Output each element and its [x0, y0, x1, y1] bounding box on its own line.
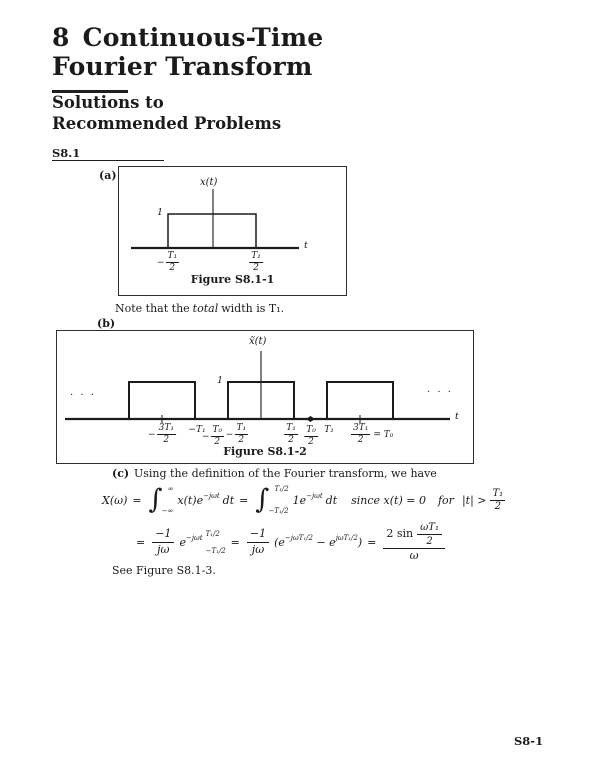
tick-t1-half	[284, 424, 298, 446]
integral-2-limits: T₁/2 −T₁/2	[268, 485, 289, 515]
ellipsis-left: . . .	[70, 387, 96, 398]
dt: dt	[325, 493, 338, 507]
since-clause: since x(t) = 0	[351, 493, 426, 507]
exponent: −jωt	[203, 491, 220, 500]
result-numerator	[383, 522, 445, 549]
integral-1	[149, 485, 176, 515]
tick-pos-t1-half	[249, 252, 263, 274]
exponent: −jωt	[185, 533, 203, 542]
integral-icon: ∫	[148, 483, 163, 515]
fraction-neg1-jw: $\frac{-1}{j\omega}$	[152, 528, 174, 556]
ellipsis-right: . . .	[427, 384, 453, 395]
integral-1-limits: ∞ −∞	[161, 485, 174, 515]
minus-sign: −	[148, 429, 156, 440]
fraction: $\frac{\text{T₁}}{2}$	[236, 423, 247, 445]
result-fraction	[383, 522, 445, 563]
equals-sign: =	[132, 493, 142, 507]
equation-1	[102, 483, 505, 517]
tick-neg-3t1-half	[148, 424, 176, 446]
fraction: $\frac{\text{T₀}}{2}$	[212, 425, 223, 447]
note-pre: Note that the	[115, 302, 190, 315]
condition: |t| >	[461, 493, 487, 507]
exponent: −jωt	[306, 491, 323, 500]
minus-sign: −	[201, 431, 210, 442]
equation-2	[136, 521, 447, 563]
part-a-label: (a)	[99, 169, 117, 182]
for-word: for	[437, 493, 454, 507]
marker-t0-half	[306, 416, 315, 422]
eq1-body2: 1e	[292, 493, 307, 507]
page-number: S8-1	[514, 734, 544, 748]
pulse-left	[129, 382, 195, 419]
minus-e: − e	[312, 535, 336, 549]
part-c-intro: Using the definition of the Fourier transform, we have	[134, 467, 437, 480]
fraction: $\frac{\text{3T₁}}{2}$	[353, 423, 369, 445]
fraction: T₀ 2	[306, 425, 316, 447]
note-em: total	[192, 302, 219, 315]
chapter-number: 8	[52, 23, 70, 52]
evaluation-limits: T₁/2 −T₁/2	[205, 529, 226, 555]
equals-t0: = T₀	[373, 429, 394, 440]
dt: dt	[222, 493, 235, 507]
figure-s8-1-2-plot	[57, 331, 473, 463]
rect-pulse	[168, 214, 256, 248]
exponent: jωT₁/2	[335, 533, 358, 542]
amplitude-one-label: 1	[217, 375, 224, 386]
chapter-title	[52, 24, 323, 81]
signal-label: x(t)	[200, 177, 218, 188]
page-subtitle	[52, 93, 281, 134]
figure-caption: Figure S8.1-2	[223, 445, 307, 458]
subtitle-line1: Solutions to	[52, 93, 164, 112]
see-figure-text: See Figure S8.1-3.	[112, 564, 216, 577]
fraction: $\frac{\text{3T₁}}{2}$	[158, 423, 174, 445]
tick-t1: T₁	[324, 425, 334, 435]
tick-neg-t1-half	[226, 424, 248, 446]
equals-sign: =	[136, 535, 146, 549]
tick-neg-t1: −T₁	[188, 425, 206, 435]
result-denominator: ω	[409, 548, 419, 562]
condition-fraction: T₁ 2	[492, 488, 504, 512]
fraction: T₁ 2	[286, 423, 296, 445]
t-axis-label: t	[304, 240, 308, 251]
integral-icon: ∫	[255, 483, 270, 515]
tick-3t1-half-t0	[351, 424, 393, 446]
note-total-width	[115, 302, 284, 315]
problem-number-underline	[52, 160, 164, 161]
chapter-title-line1	[52, 24, 323, 53]
note-post: width is T₁.	[221, 302, 285, 315]
inner-fraction: ωT₁ 2	[417, 522, 442, 547]
integral-2	[255, 485, 290, 515]
pulse-right	[327, 382, 393, 419]
figure-s8-1-2	[56, 330, 474, 464]
two-sin: 2 sin	[386, 526, 414, 540]
problem-number: S8.1	[52, 146, 81, 160]
paren-open: (e	[274, 535, 285, 549]
exponent: −jωT₁/2	[284, 533, 313, 542]
part-c-label: (c)	[112, 467, 130, 480]
minus-sign: −	[156, 257, 165, 268]
equals-sign: =	[230, 535, 240, 549]
part-b-label: (b)	[97, 317, 116, 330]
exp-base: e	[179, 535, 186, 549]
equals-sign: =	[239, 493, 249, 507]
figure-caption: Figure S8.1-1	[190, 273, 275, 286]
paren-close: )	[357, 535, 363, 549]
amplitude-one-label: 1	[157, 207, 164, 218]
subtitle-line2: Recommended Problems	[52, 113, 282, 133]
minus-sign: −	[225, 429, 234, 440]
tick-neg-t1-half	[157, 252, 179, 274]
figure-s8-1-1	[118, 166, 347, 296]
eq1-body1: x(t)e	[177, 493, 204, 507]
fraction-neg1-jw: $\frac{-1}{j\omega}$	[247, 528, 269, 556]
fraction: $\frac{\text{T₁}}{2}$	[167, 251, 178, 273]
signal-label: x̃(t)	[249, 336, 267, 347]
chapter-title-word: Continuous-Time	[82, 23, 324, 52]
fraction: T₁ 2	[251, 251, 261, 273]
t-axis-label: t	[455, 411, 459, 422]
chapter-title-line2: Fourier Transform	[52, 51, 313, 81]
eq1-lhs: X(ω)	[102, 493, 128, 507]
equals-sign: =	[367, 535, 377, 549]
